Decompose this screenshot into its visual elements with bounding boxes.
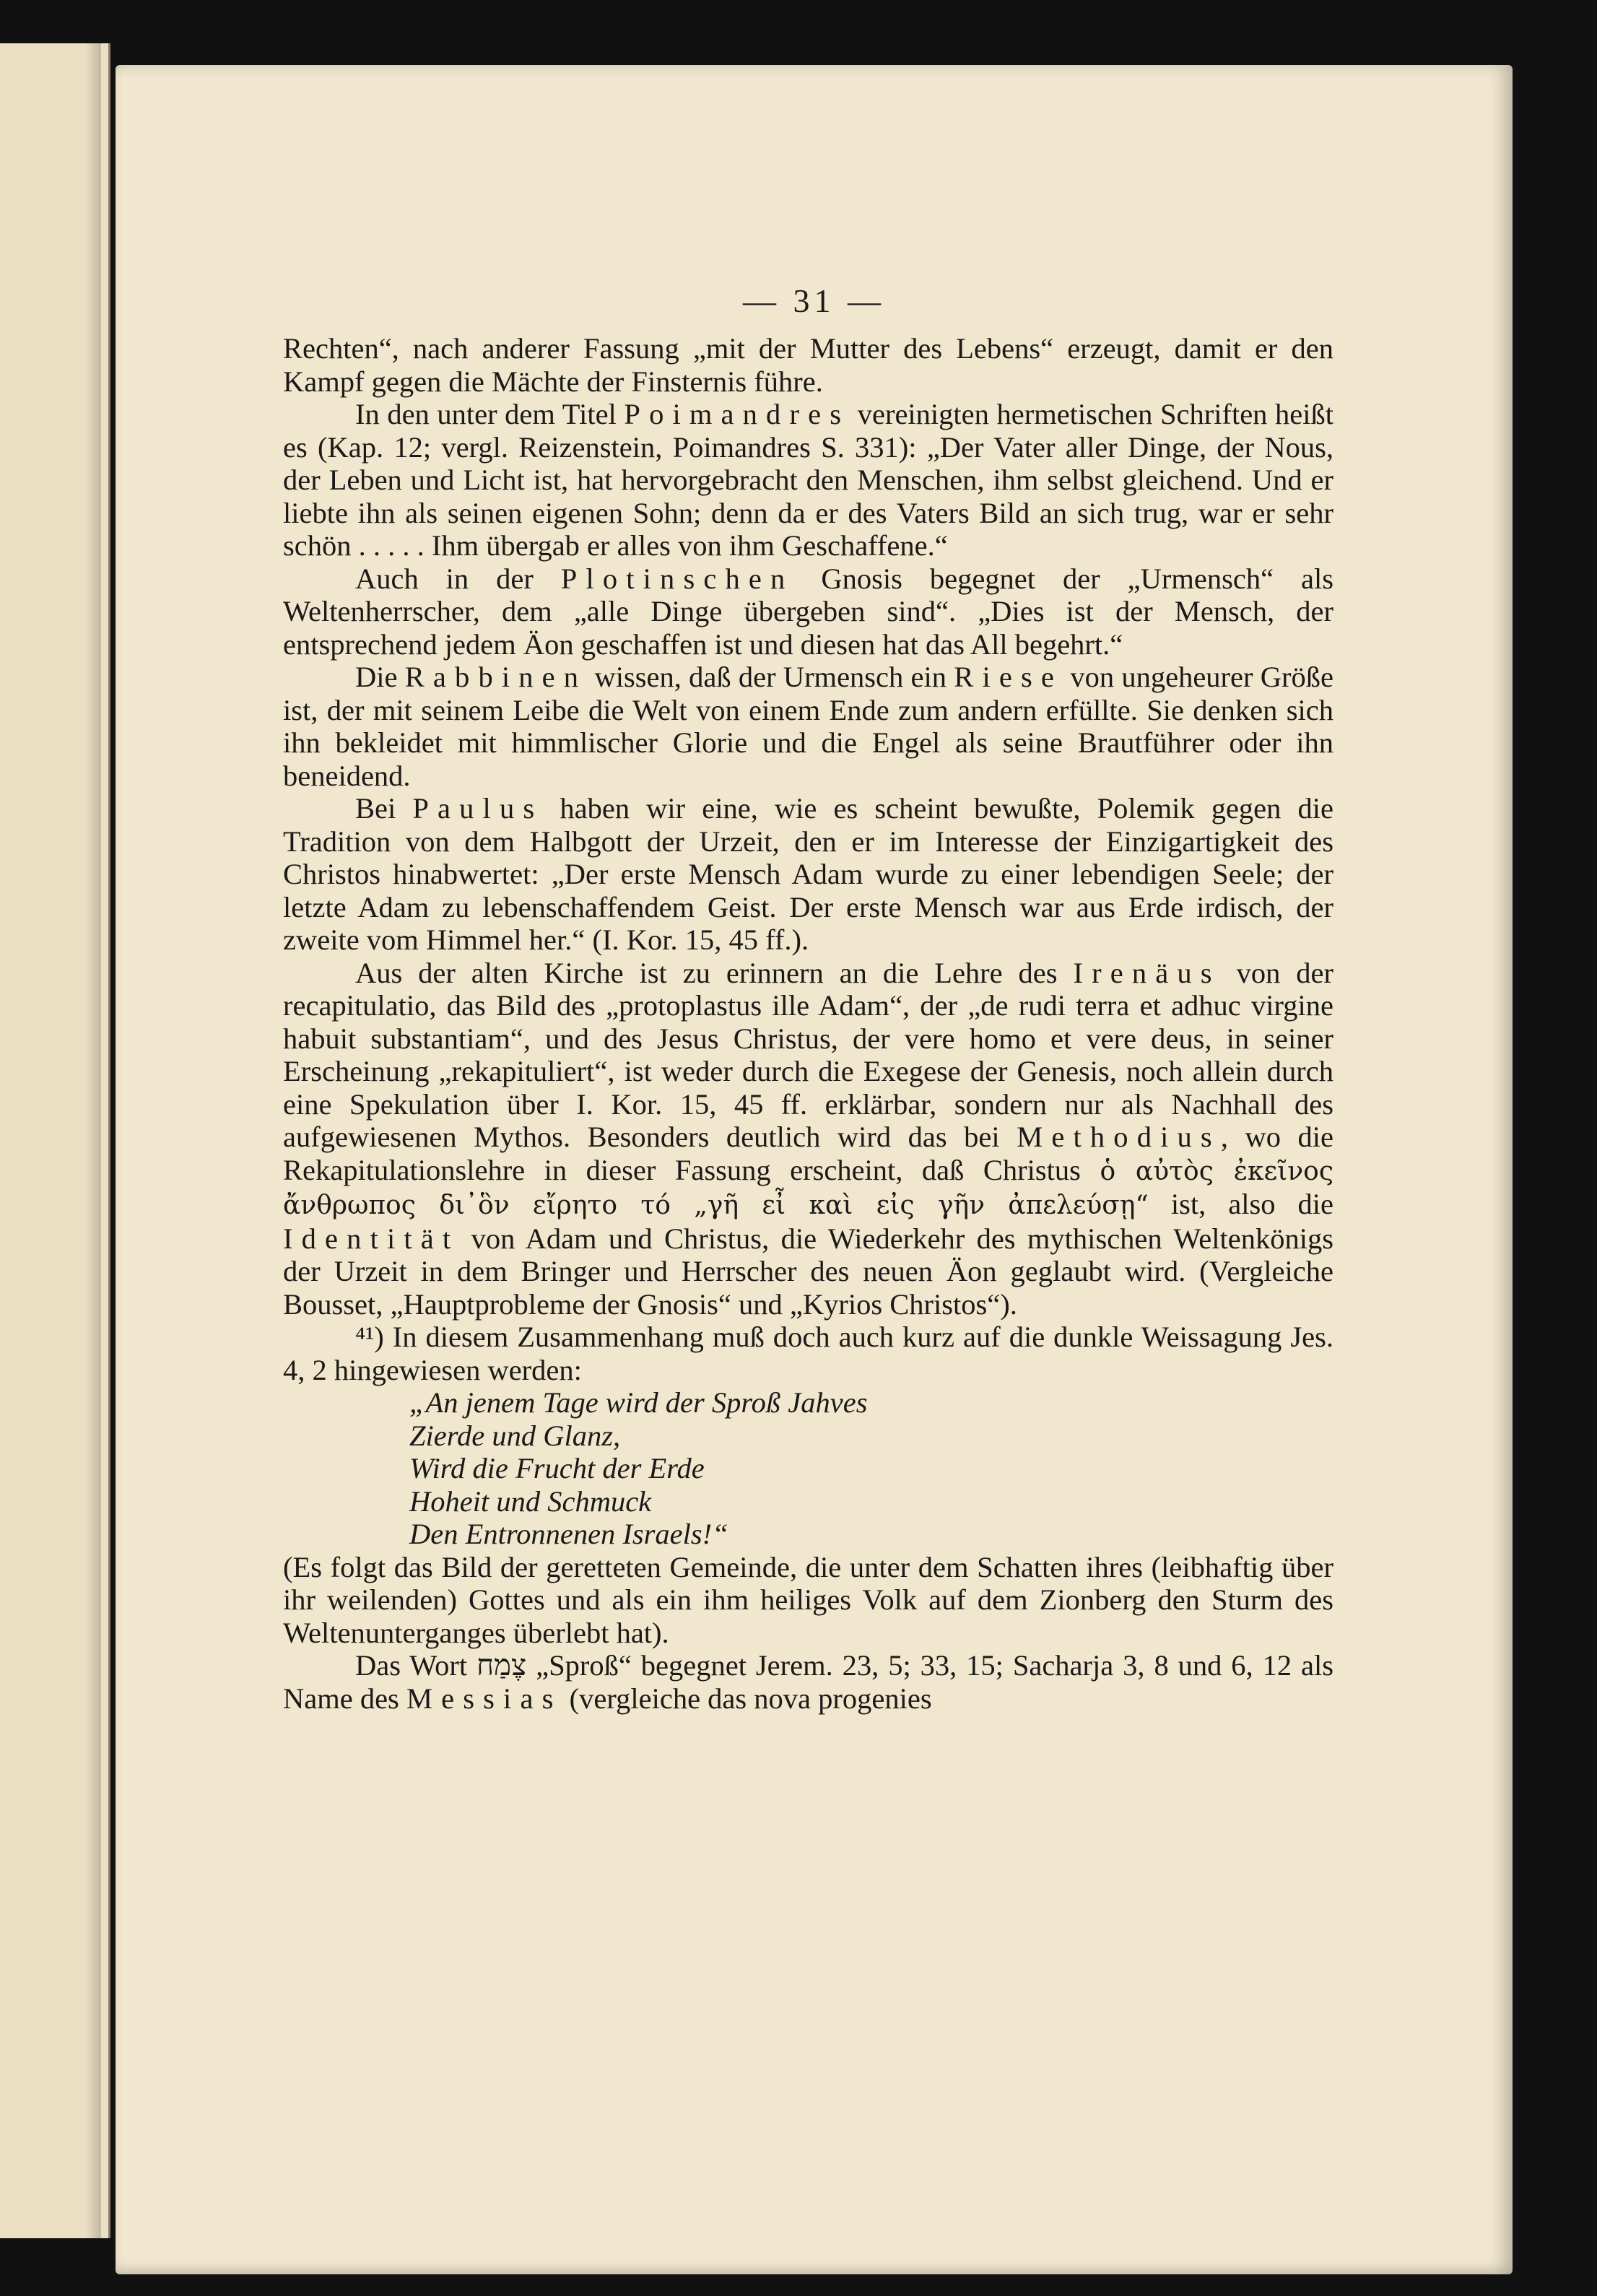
spaced-name: Methodius (1017, 1121, 1221, 1153)
poem-line: Wird die Frucht der Erde (409, 1452, 705, 1484)
poem-line: Zierde und Glanz, (409, 1419, 621, 1452)
text-run: ⁴¹) In diesem Zusammenhang muß doch auch kurz auf die dunkle Weissagung Jes. 4, 2 hingewiesen werden: (283, 1321, 1333, 1386)
spaced-name: Irenäus (1073, 956, 1221, 989)
paragraph (283, 1321, 1333, 1386)
paragraph (283, 562, 1333, 661)
spaced-name: Rabbinen (404, 661, 588, 693)
spaced-name: Messias (406, 1682, 562, 1715)
paragraph (283, 398, 1333, 562)
text-run: von der recapitulatio, das Bild des „protoplastus ille Adam“, der „de rudi terra et adhuc virgine habuit substantiam“, und des Jesus Christus, der vere homo et vere deus, in seiner Erscheinung „rekapituliert“, ist weder durch die Exegese der Genesis, noch allein durch eine Spekulation über I. Kor. 15, 45 ff. erklärbar, sondern nur als Nachhall des aufgewiesenen Mythos. Besonders deutlich wird das bei (283, 956, 1333, 1153)
text-run: Das Wort צֶמַח „Sproß“ begegnet Jerem. 23, 5; 33, 15; Sacharja 3, 8 und 6, 12 als Name des (283, 1649, 1333, 1715)
book-page (116, 65, 1513, 2274)
text-run: (Es folgt das Bild der geretteten Gemeinde, die unter dem Schatten ihres (leibhaftig über ihr weilenden) Gottes und als ein ihm heiliges Volk auf dem Zionberg den Sturm des Weltenunterganges überlebt hat). (283, 1550, 1333, 1649)
paragraph (283, 792, 1333, 957)
text-run: von Adam und Christus, die Wiederkehr des mythischen Weltenkönigs der Urzeit in dem Bringer und Herrscher des neuen Äon geglaubt wird. (Vergleiche Bousset, „Hauptprobleme der Gnosis“ und „Kyrios Christos“). (283, 1222, 1333, 1321)
paragraphs-before-poem (283, 332, 1333, 1386)
paragraph (283, 332, 1333, 398)
text-run: In den unter dem Titel (355, 398, 625, 430)
text-run: , wo die Rekapitulationslehre in dieser Fassung erscheint, daß Christus (283, 1121, 1333, 1186)
page-number: — 31 — (743, 282, 885, 319)
left-page-edge (0, 43, 110, 2238)
spaced-name: Paulus (412, 792, 544, 825)
body-text (283, 332, 1333, 1715)
text-run: wissen, daß der Urmensch ein (587, 661, 954, 693)
text-run: Bei (355, 792, 413, 825)
paragraphs-after-poem (283, 1551, 1333, 1716)
greek-quote: ὁ αὐτὸς ἐκεῖνος ἄνθρωπος δι᾽ὃν εἴρητο τό „γῆ εἶ καὶ εἰς γῆν ἀπελεύσῃ“ (283, 1156, 1333, 1220)
spaced-name: Plotinschen (560, 562, 794, 595)
quoted-poem (409, 1386, 1333, 1551)
spaced-name: Identität (283, 1222, 460, 1255)
text-run: Auch in der (355, 562, 561, 595)
text-run: von ungeheurer Größe ist, der mit seinem Leibe die Welt von einem Ende zum andern erfüllte. Sie denken sich ihn bekleidet mit himmlischer Glorie und die Engel als seine Brautführer oder ihn beneidend. (283, 661, 1333, 792)
paragraph (283, 1551, 1333, 1650)
text-run: haben wir eine, wie es scheint bewußte, Polemik gegen die Tradition von dem Halbgott der Urzeit, den er im Interesse der Einzigartigkeit des Christos hinabwertet: „Der erste Mensch Adam wurde zu einer lebendigen Seele; der letzte Adam zu lebenschaffendem Geist. Der erste Mensch war aus Erde irdisch, der zweite vom Himmel her.“ (I. Kor. 15, 45 ff.). (283, 792, 1333, 956)
text-run: Rechten“, nach anderer Fassung „mit der Mutter des Lebens“ erzeugt, damit er den Kampf gegen die Mächte der Finsternis führe. (283, 332, 1333, 398)
paragraph (283, 1649, 1333, 1715)
text-run: Aus der alten Kirche ist zu erinnern an die Lehre des (355, 956, 1074, 989)
poem-line: „An jenem Tage wird der Sproß Jahves (409, 1386, 868, 1419)
text-run: (vergleiche das nova progenies (562, 1682, 932, 1715)
text-run: Gnosis begegnet der „Urmensch“ als Weltenherrscher, dem „alle Dinge übergeben sind“. „Dies ist der Mensch, der entsprechend jedem Äon geschaffen ist und diesen hat das All begehrt.“ (283, 562, 1333, 661)
paragraph (283, 957, 1333, 1321)
text-run: ist, also die (1148, 1188, 1334, 1220)
paragraph (283, 661, 1333, 792)
text-run: vereinigten hermetischen Schriften heißt es (Kap. 12; vergl. Reizenstein, Poimandres S. 331): „Der Vater aller Dinge, der Nous, der Leben und Licht ist, hat hervorgebracht den Menschen, ihm selbst gleichend. Und er liebte ihn als seinen eigenen Sohn; denn da er des Vaters Bild an sich trug, war er sehr schön . . . . . Ihm übergab er alles von ihm Geschaffene.“ (283, 398, 1333, 562)
poem-line: Hoheit und Schmuck (409, 1484, 652, 1518)
text-run: Die (355, 661, 405, 693)
spaced-name: Riese (954, 661, 1063, 693)
spaced-name: Poimandres (624, 398, 850, 430)
poem-line: Den Entronnenen Israels!“ (409, 1518, 728, 1550)
